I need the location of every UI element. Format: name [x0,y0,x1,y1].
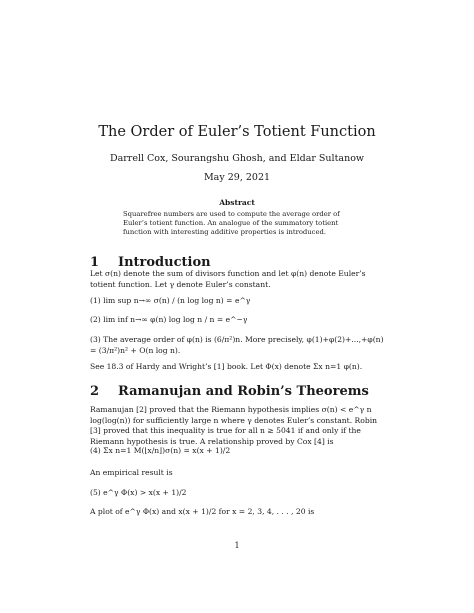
section-title: Ramanujan and Robin’s Theorems [118,384,369,399]
paper-date: May 29, 2021 [203,172,271,183]
equation-2: (2) lim inf n→∞ φ(n) log log n / n = e^−γ [90,315,248,324]
equation-4: (4) Σx n=1 M(⌊x/n⌋)σ(n) = x(x + 1)/2 [90,446,231,455]
section-1-heading [90,255,211,270]
ramanujan-paragraph: Ramanujan [2] proved that the Riemann hypothesis implies σ(n) < e^γ n log(log(n)) for sufficiently large n where γ denotes Euler’s constant. Robin [3] proved that this inequality is true for all n ≥ 5041 if and only if the Riemann hypothesis is true. A relationship proved by Cox [4] is [90,405,378,446]
plot-description-text: A plot of e^γ Φ(x) and x(x + 1)/2 for x = 2, 3, 4, . . . , 20 is [90,507,315,516]
abstract-heading: Abstract [219,198,255,207]
equation-5: (5) e^γ Φ(x) > x(x + 1)/2 [90,488,187,497]
section-number: 1 [90,255,100,270]
paper-authors: Darrell Cox, Sourangshu Ghosh, and Eldar Sultanow [109,153,365,164]
section-title: Introduction [118,255,211,270]
section-2-heading [90,384,369,399]
empirical-result-text: An empirical result is [90,468,173,477]
hardy-wright-paragraph: See 18.3 of Hardy and Wright’s [1] book. Let Φ(x) denote Σx n=1 φ(n). [90,362,363,371]
abstract-text: Squarefree numbers are used to compute the average order of Euler’s totient function. An analogue of the summatory totient function with interesting additive properties is introduced. [123,210,340,236]
page-number: 1 [234,541,240,550]
section-number: 2 [90,384,100,399]
intro-paragraph: Let σ(n) denote the sum of divisors function and let φ(n) denote Euler’s totient function. Let γ denote Euler’s constant. [90,269,366,289]
paper-title: The Order of Euler’s Totient Function [98,124,376,140]
equation-1: (1) lim sup n→∞ σ(n) / (n log log n) = e^γ [90,296,251,305]
equation-3: (3) The average order of φ(n) is (6/π²)n. More precisely, φ(1)+φ(2)+...,+φ(n) = (3/π²)n² + O(n log n). [90,335,384,355]
